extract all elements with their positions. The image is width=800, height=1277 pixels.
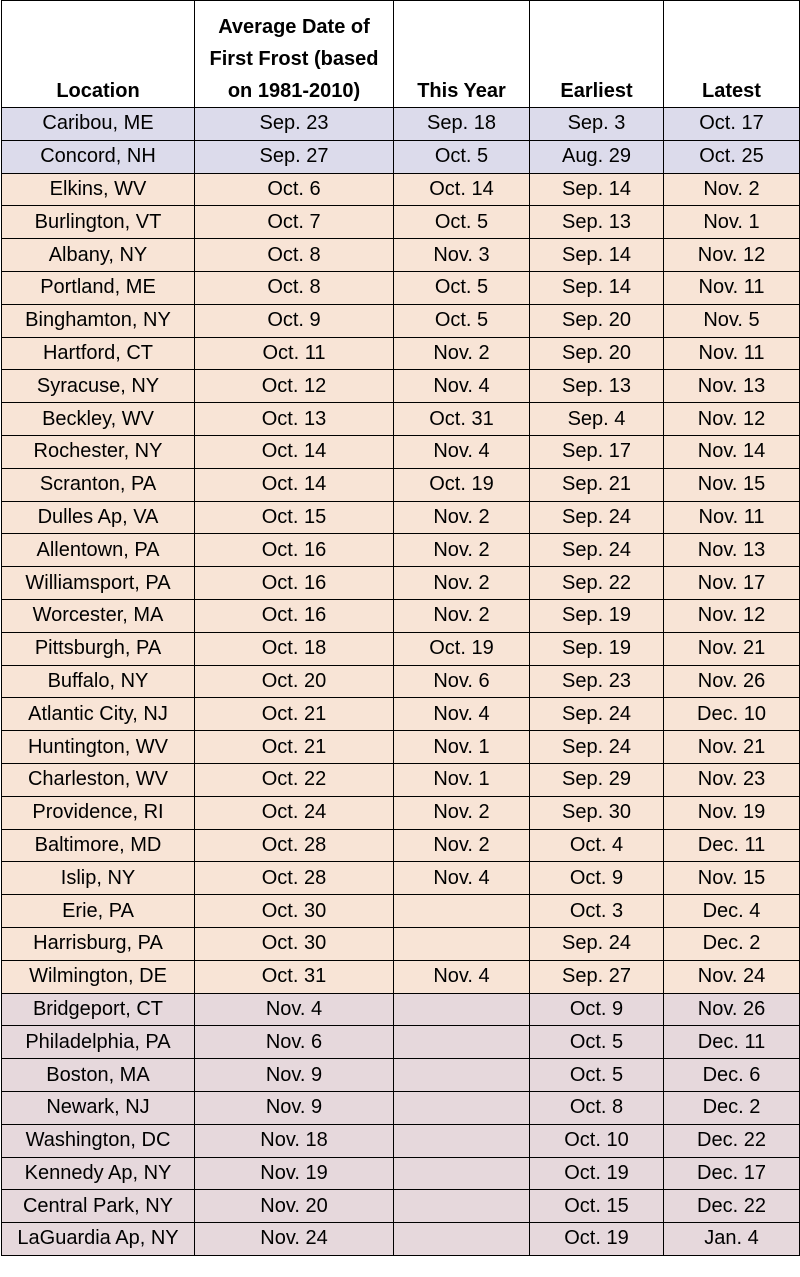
table-header — [2, 1, 800, 108]
latest-cell: Nov. 12 — [664, 599, 800, 632]
table-row — [2, 239, 800, 272]
latest-cell: Nov. 21 — [664, 632, 800, 665]
latest-cell: Nov. 12 — [664, 403, 800, 436]
location-cell: Washington, DC — [2, 1124, 195, 1157]
table-row — [2, 895, 800, 928]
this-year-cell: Oct. 5 — [394, 271, 530, 304]
first-frost-table — [1, 0, 800, 1256]
table-row — [2, 927, 800, 960]
earliest-cell: Sep. 30 — [530, 796, 664, 829]
this-year-cell: Oct. 19 — [394, 632, 530, 665]
average-date-cell: Oct. 16 — [195, 567, 394, 600]
table-row — [2, 599, 800, 632]
latest-cell: Nov. 17 — [664, 567, 800, 600]
table-row — [2, 829, 800, 862]
earliest-cell: Oct. 19 — [530, 1223, 664, 1256]
this-year-cell: Nov. 2 — [394, 567, 530, 600]
latest-cell: Dec. 11 — [664, 1026, 800, 1059]
average-date-cell: Oct. 11 — [195, 337, 394, 370]
earliest-cell: Sep. 24 — [530, 731, 664, 764]
table-row — [2, 501, 800, 534]
earliest-cell: Sep. 24 — [530, 501, 664, 534]
earliest-cell: Sep. 21 — [530, 468, 664, 501]
this-year-cell — [394, 1026, 530, 1059]
location-cell: Providence, RI — [2, 796, 195, 829]
latest-cell: Dec. 2 — [664, 1091, 800, 1124]
location-cell: LaGuardia Ap, NY — [2, 1223, 195, 1256]
latest-cell: Nov. 1 — [664, 206, 800, 239]
latest-cell: Oct. 17 — [664, 108, 800, 141]
earliest-cell: Oct. 10 — [530, 1124, 664, 1157]
table-row — [2, 271, 800, 304]
this-year-cell: Nov. 6 — [394, 665, 530, 698]
earliest-cell: Sep. 14 — [530, 239, 664, 272]
table-row — [2, 763, 800, 796]
latest-cell: Nov. 19 — [664, 796, 800, 829]
latest-cell: Dec. 22 — [664, 1190, 800, 1223]
this-year-cell — [394, 1091, 530, 1124]
this-year-cell: Nov. 4 — [394, 698, 530, 731]
latest-cell: Nov. 11 — [664, 337, 800, 370]
earliest-cell: Sep. 14 — [530, 271, 664, 304]
average-date-cell: Oct. 31 — [195, 960, 394, 993]
earliest-cell: Sep. 13 — [530, 370, 664, 403]
average-date-cell: Oct. 30 — [195, 927, 394, 960]
latest-cell: Dec. 11 — [664, 829, 800, 862]
location-cell: Baltimore, MD — [2, 829, 195, 862]
location-cell: Williamsport, PA — [2, 567, 195, 600]
table-row — [2, 632, 800, 665]
location-cell: Rochester, NY — [2, 435, 195, 468]
table-row — [2, 1157, 800, 1190]
average-date-cell: Oct. 12 — [195, 370, 394, 403]
earliest-cell: Sep. 24 — [530, 927, 664, 960]
table-row — [2, 1091, 800, 1124]
earliest-cell: Sep. 20 — [530, 337, 664, 370]
earliest-cell: Oct. 8 — [530, 1091, 664, 1124]
location-cell: Binghamton, NY — [2, 304, 195, 337]
location-cell: Portland, ME — [2, 271, 195, 304]
latest-cell: Dec. 6 — [664, 1059, 800, 1092]
earliest-cell: Sep. 13 — [530, 206, 664, 239]
average-date-cell: Sep. 27 — [195, 140, 394, 173]
earliest-cell: Sep. 23 — [530, 665, 664, 698]
table-row — [2, 370, 800, 403]
average-date-cell: Nov. 6 — [195, 1026, 394, 1059]
earliest-cell: Sep. 19 — [530, 632, 664, 665]
average-date-cell: Oct. 21 — [195, 731, 394, 764]
table-row — [2, 1190, 800, 1223]
latest-cell: Nov. 24 — [664, 960, 800, 993]
location-cell: Hartford, CT — [2, 337, 195, 370]
this-year-cell — [394, 1157, 530, 1190]
location-cell: Huntington, WV — [2, 731, 195, 764]
average-date-cell: Oct. 21 — [195, 698, 394, 731]
latest-cell: Dec. 22 — [664, 1124, 800, 1157]
location-cell: Erie, PA — [2, 895, 195, 928]
header-latest: Latest — [664, 1, 800, 108]
this-year-cell: Oct. 31 — [394, 403, 530, 436]
average-date-cell: Nov. 24 — [195, 1223, 394, 1256]
earliest-cell: Oct. 19 — [530, 1157, 664, 1190]
average-date-cell: Oct. 15 — [195, 501, 394, 534]
table-row — [2, 534, 800, 567]
average-date-cell: Oct. 24 — [195, 796, 394, 829]
this-year-cell: Nov. 2 — [394, 796, 530, 829]
latest-cell: Nov. 15 — [664, 468, 800, 501]
location-cell: Allentown, PA — [2, 534, 195, 567]
table-row — [2, 1026, 800, 1059]
latest-cell: Nov. 2 — [664, 173, 800, 206]
location-cell: Caribou, ME — [2, 108, 195, 141]
this-year-cell: Oct. 19 — [394, 468, 530, 501]
this-year-cell: Oct. 5 — [394, 304, 530, 337]
this-year-cell: Nov. 2 — [394, 599, 530, 632]
average-date-cell: Oct. 16 — [195, 534, 394, 567]
this-year-cell: Nov. 2 — [394, 501, 530, 534]
header-this-year: This Year — [394, 1, 530, 108]
latest-cell: Dec. 10 — [664, 698, 800, 731]
location-cell: Albany, NY — [2, 239, 195, 272]
average-date-cell: Oct. 28 — [195, 862, 394, 895]
earliest-cell: Sep. 17 — [530, 435, 664, 468]
average-date-cell: Oct. 8 — [195, 239, 394, 272]
this-year-cell: Nov. 4 — [394, 862, 530, 895]
table-row — [2, 140, 800, 173]
latest-cell: Nov. 13 — [664, 534, 800, 567]
this-year-cell: Oct. 5 — [394, 206, 530, 239]
this-year-cell: Nov. 2 — [394, 534, 530, 567]
location-cell: Worcester, MA — [2, 599, 195, 632]
latest-cell: Nov. 13 — [664, 370, 800, 403]
this-year-cell: Nov. 4 — [394, 370, 530, 403]
this-year-cell: Nov. 2 — [394, 337, 530, 370]
latest-cell: Nov. 11 — [664, 501, 800, 534]
this-year-cell: Nov. 4 — [394, 435, 530, 468]
table-row — [2, 206, 800, 239]
this-year-cell: Nov. 1 — [394, 763, 530, 796]
table-row — [2, 665, 800, 698]
this-year-cell — [394, 927, 530, 960]
average-date-cell: Oct. 30 — [195, 895, 394, 928]
location-cell: Wilmington, DE — [2, 960, 195, 993]
this-year-cell: Nov. 2 — [394, 829, 530, 862]
location-cell: Dulles Ap, VA — [2, 501, 195, 534]
location-cell: Boston, MA — [2, 1059, 195, 1092]
average-date-cell: Oct. 18 — [195, 632, 394, 665]
location-cell: Buffalo, NY — [2, 665, 195, 698]
average-date-cell: Oct. 9 — [195, 304, 394, 337]
earliest-cell: Oct. 5 — [530, 1026, 664, 1059]
average-date-cell: Oct. 16 — [195, 599, 394, 632]
average-date-cell: Oct. 7 — [195, 206, 394, 239]
latest-cell: Oct. 25 — [664, 140, 800, 173]
this-year-cell: Oct. 14 — [394, 173, 530, 206]
this-year-cell — [394, 1190, 530, 1223]
earliest-cell: Sep. 14 — [530, 173, 664, 206]
location-cell: Atlantic City, NJ — [2, 698, 195, 731]
this-year-cell: Oct. 5 — [394, 140, 530, 173]
average-date-cell: Oct. 14 — [195, 468, 394, 501]
average-date-cell: Oct. 20 — [195, 665, 394, 698]
table-row — [2, 403, 800, 436]
earliest-cell: Sep. 4 — [530, 403, 664, 436]
earliest-cell: Oct. 15 — [530, 1190, 664, 1223]
earliest-cell: Aug. 29 — [530, 140, 664, 173]
earliest-cell: Oct. 5 — [530, 1059, 664, 1092]
latest-cell: Nov. 21 — [664, 731, 800, 764]
location-cell: Bridgeport, CT — [2, 993, 195, 1026]
average-date-cell: Oct. 28 — [195, 829, 394, 862]
earliest-cell: Sep. 22 — [530, 567, 664, 600]
location-cell: Pittsburgh, PA — [2, 632, 195, 665]
average-date-cell: Nov. 19 — [195, 1157, 394, 1190]
table-row — [2, 435, 800, 468]
table-row — [2, 468, 800, 501]
this-year-cell: Nov. 1 — [394, 731, 530, 764]
header-earliest: Earliest — [530, 1, 664, 108]
earliest-cell: Sep. 27 — [530, 960, 664, 993]
location-cell: Central Park, NY — [2, 1190, 195, 1223]
latest-cell: Nov. 26 — [664, 665, 800, 698]
this-year-cell: Sep. 18 — [394, 108, 530, 141]
earliest-cell: Oct. 9 — [530, 993, 664, 1026]
location-cell: Philadelphia, PA — [2, 1026, 195, 1059]
average-date-cell: Nov. 9 — [195, 1059, 394, 1092]
earliest-cell: Sep. 19 — [530, 599, 664, 632]
location-cell: Scranton, PA — [2, 468, 195, 501]
location-cell: Burlington, VT — [2, 206, 195, 239]
this-year-cell — [394, 895, 530, 928]
table-row — [2, 1124, 800, 1157]
table-row — [2, 993, 800, 1026]
location-cell: Concord, NH — [2, 140, 195, 173]
latest-cell: Dec. 4 — [664, 895, 800, 928]
earliest-cell: Sep. 24 — [530, 698, 664, 731]
table-row — [2, 108, 800, 141]
table-row — [2, 796, 800, 829]
this-year-cell — [394, 1059, 530, 1092]
earliest-cell: Sep. 20 — [530, 304, 664, 337]
average-date-cell: Oct. 22 — [195, 763, 394, 796]
latest-cell: Nov. 15 — [664, 862, 800, 895]
this-year-cell: Nov. 4 — [394, 960, 530, 993]
table-row — [2, 567, 800, 600]
earliest-cell: Sep. 29 — [530, 763, 664, 796]
location-cell: Newark, NJ — [2, 1091, 195, 1124]
earliest-cell: Oct. 9 — [530, 862, 664, 895]
location-cell: Kennedy Ap, NY — [2, 1157, 195, 1190]
latest-cell: Jan. 4 — [664, 1223, 800, 1256]
table-row — [2, 960, 800, 993]
earliest-cell: Sep. 24 — [530, 534, 664, 567]
location-cell: Beckley, WV — [2, 403, 195, 436]
average-date-cell: Oct. 14 — [195, 435, 394, 468]
table-row — [2, 1059, 800, 1092]
average-date-cell: Nov. 4 — [195, 993, 394, 1026]
latest-cell: Dec. 17 — [664, 1157, 800, 1190]
location-cell: Elkins, WV — [2, 173, 195, 206]
earliest-cell: Sep. 3 — [530, 108, 664, 141]
this-year-cell: Nov. 3 — [394, 239, 530, 272]
this-year-cell — [394, 1223, 530, 1256]
average-date-cell: Oct. 8 — [195, 271, 394, 304]
location-cell: Syracuse, NY — [2, 370, 195, 403]
earliest-cell: Oct. 3 — [530, 895, 664, 928]
table-row — [2, 304, 800, 337]
latest-cell: Nov. 5 — [664, 304, 800, 337]
latest-cell: Nov. 23 — [664, 763, 800, 796]
average-date-cell: Nov. 20 — [195, 1190, 394, 1223]
table-row — [2, 698, 800, 731]
table-body — [2, 108, 800, 1256]
table-row — [2, 731, 800, 764]
table-row — [2, 173, 800, 206]
header-average-date: Average Date of First Frost (based on 1981-2010) — [195, 1, 394, 108]
latest-cell: Nov. 14 — [664, 435, 800, 468]
latest-cell: Nov. 12 — [664, 239, 800, 272]
average-date-cell: Sep. 23 — [195, 108, 394, 141]
this-year-cell — [394, 1124, 530, 1157]
location-cell: Charleston, WV — [2, 763, 195, 796]
location-cell: Harrisburg, PA — [2, 927, 195, 960]
earliest-cell: Oct. 4 — [530, 829, 664, 862]
header-location: Location — [2, 1, 195, 108]
latest-cell: Nov. 26 — [664, 993, 800, 1026]
table-row — [2, 1223, 800, 1256]
latest-cell: Dec. 2 — [664, 927, 800, 960]
average-date-cell: Oct. 13 — [195, 403, 394, 436]
this-year-cell — [394, 993, 530, 1026]
location-cell: Islip, NY — [2, 862, 195, 895]
table-row — [2, 337, 800, 370]
latest-cell: Nov. 11 — [664, 271, 800, 304]
average-date-cell: Oct. 6 — [195, 173, 394, 206]
table-row — [2, 862, 800, 895]
average-date-cell: Nov. 18 — [195, 1124, 394, 1157]
header-row — [2, 1, 800, 108]
average-date-cell: Nov. 9 — [195, 1091, 394, 1124]
